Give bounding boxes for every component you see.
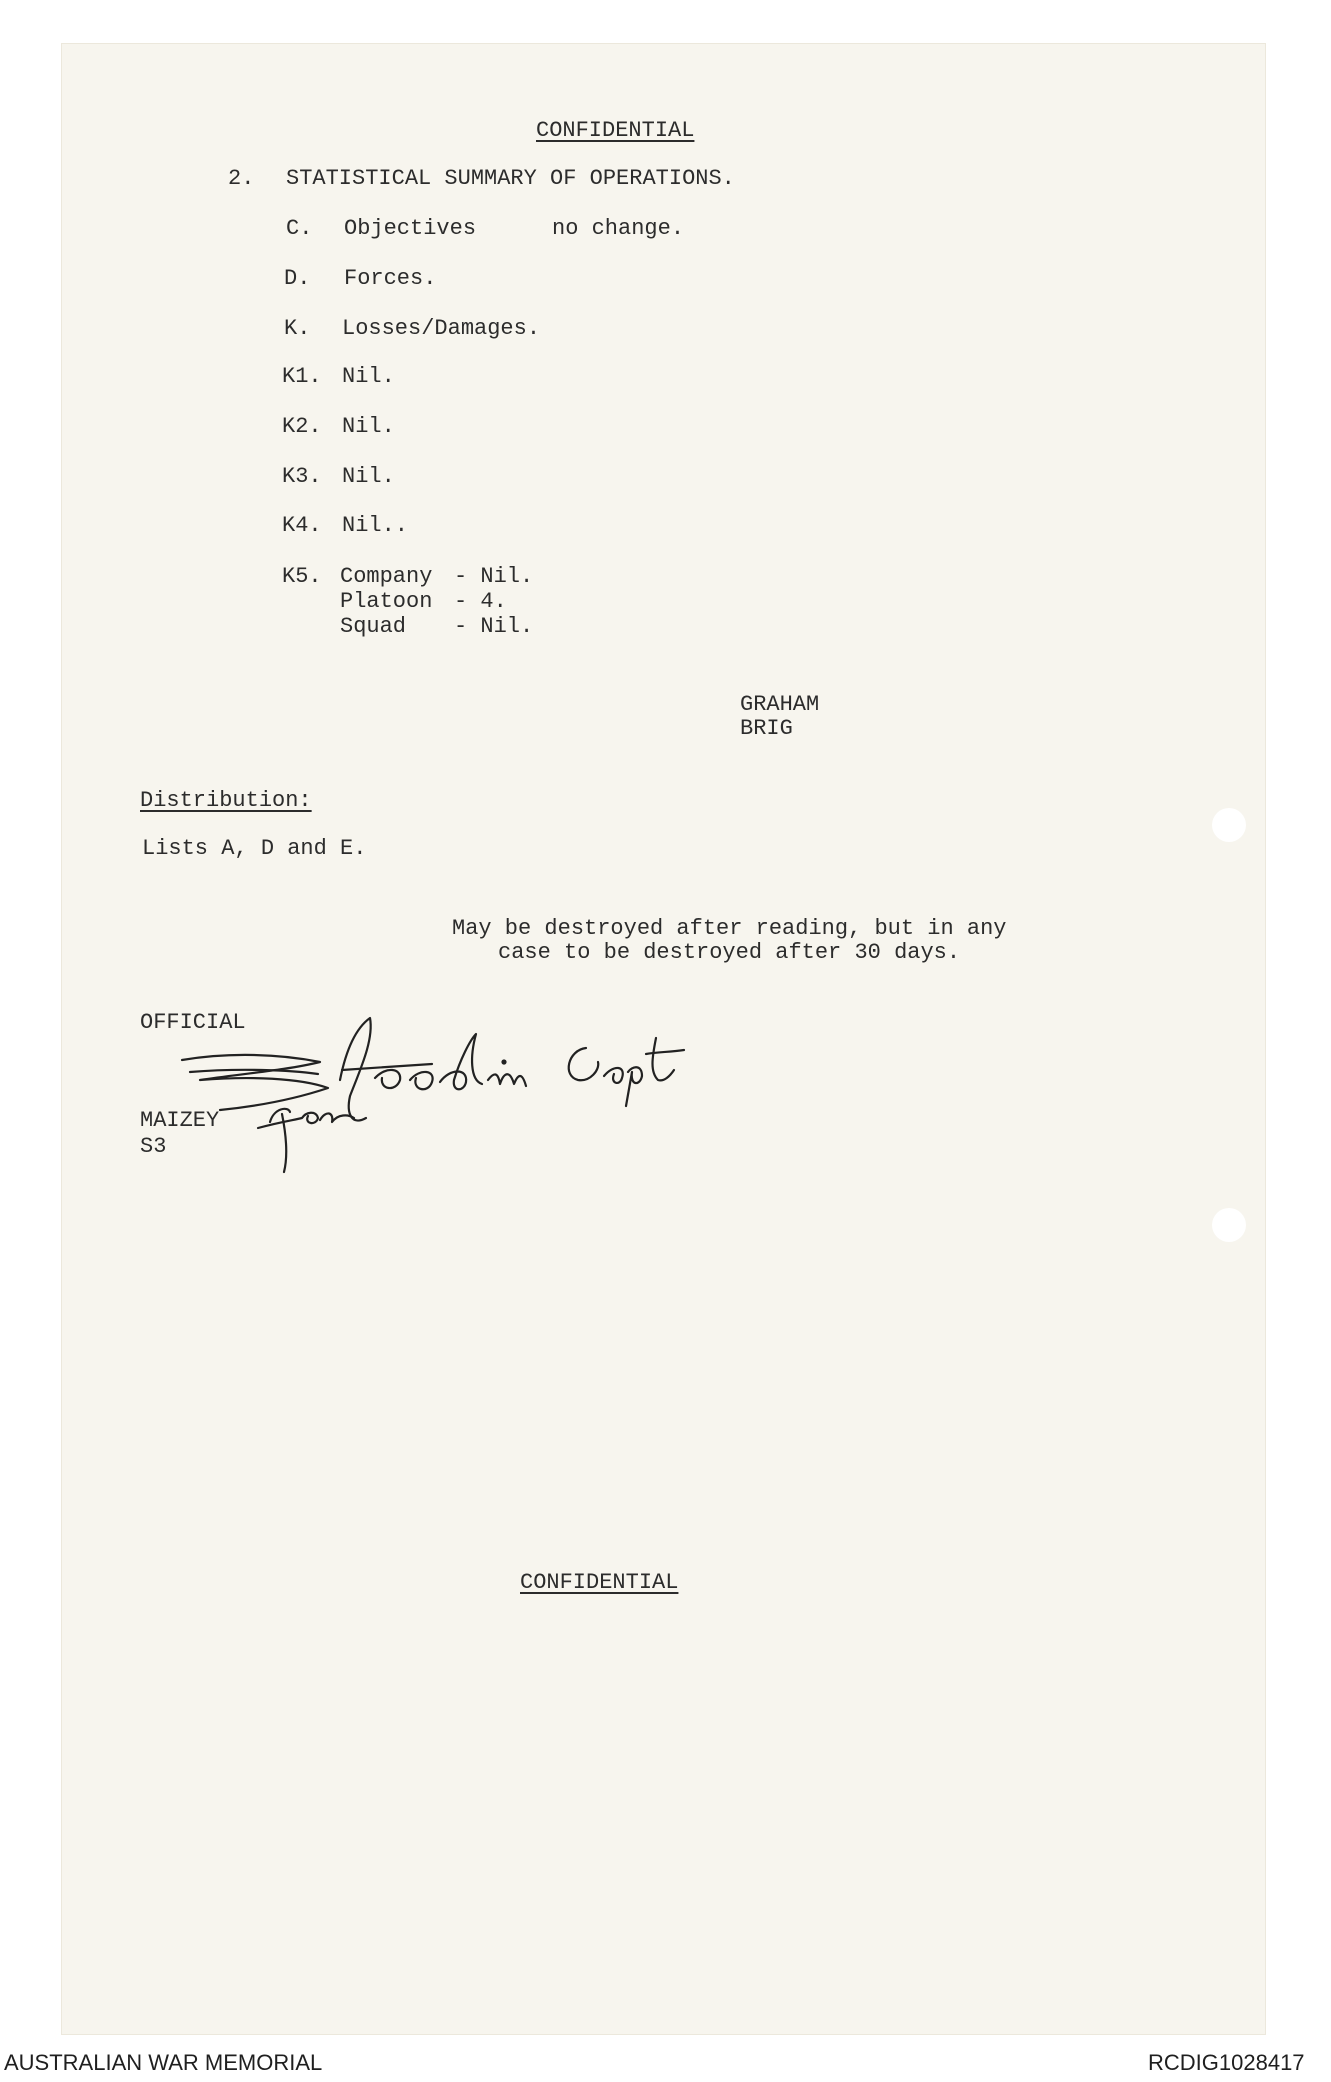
item-key: K4. (282, 513, 322, 538)
item-label: Forces. (344, 266, 437, 291)
item-label: Nil. (342, 364, 395, 389)
k5-value: - 4. (454, 589, 507, 614)
item-label: Nil.. (342, 513, 409, 538)
official-role: S3 (140, 1134, 167, 1159)
k5-unit: Platoon (340, 589, 433, 614)
punch-hole (1212, 808, 1246, 842)
item-label: Losses/Damages. (342, 316, 541, 341)
k5-value: - Nil. (454, 564, 534, 589)
signatory-rank: BRIG (740, 716, 793, 741)
item-key: K2. (282, 414, 322, 439)
classification-header: CONFIDENTIAL (536, 118, 695, 143)
distribution-lists: Lists A, D and E. (142, 836, 367, 861)
destruction-note-line1: May be destroyed after reading, but in any (452, 916, 1007, 941)
official-name: MAIZEY (140, 1108, 220, 1133)
item-key: K. (284, 316, 311, 341)
section-title: STATISTICAL SUMMARY OF OPERATIONS. (286, 166, 735, 191)
item-key: K3. (282, 464, 322, 489)
signatory-name: GRAHAM (740, 692, 820, 717)
archive-institution: AUSTRALIAN WAR MEMORIAL (4, 2050, 323, 2075)
item-label: Nil. (342, 464, 395, 489)
item-value: no change. (552, 216, 685, 241)
section-number: 2. (228, 166, 255, 191)
item-key: D. (284, 266, 311, 291)
archive-reference: RCDIG1028417 (1148, 2050, 1305, 2075)
distribution-heading: Distribution: (140, 788, 312, 813)
official-label: OFFICIAL (140, 1010, 246, 1035)
item-label: Nil. (342, 414, 395, 439)
item-key: K1. (282, 364, 322, 389)
item-key: K5. (282, 564, 322, 589)
classification-footer: CONFIDENTIAL (520, 1570, 679, 1595)
handwritten-signature (170, 1010, 740, 1180)
item-key: C. (286, 216, 313, 241)
destruction-note-line2: case to be destroyed after 30 days. (498, 940, 961, 965)
punch-hole (1212, 1208, 1246, 1242)
item-label: Objectives (344, 216, 477, 241)
k5-unit: Company (340, 564, 433, 589)
k5-value: - Nil. (454, 614, 534, 639)
k5-unit: Squad (340, 614, 407, 639)
